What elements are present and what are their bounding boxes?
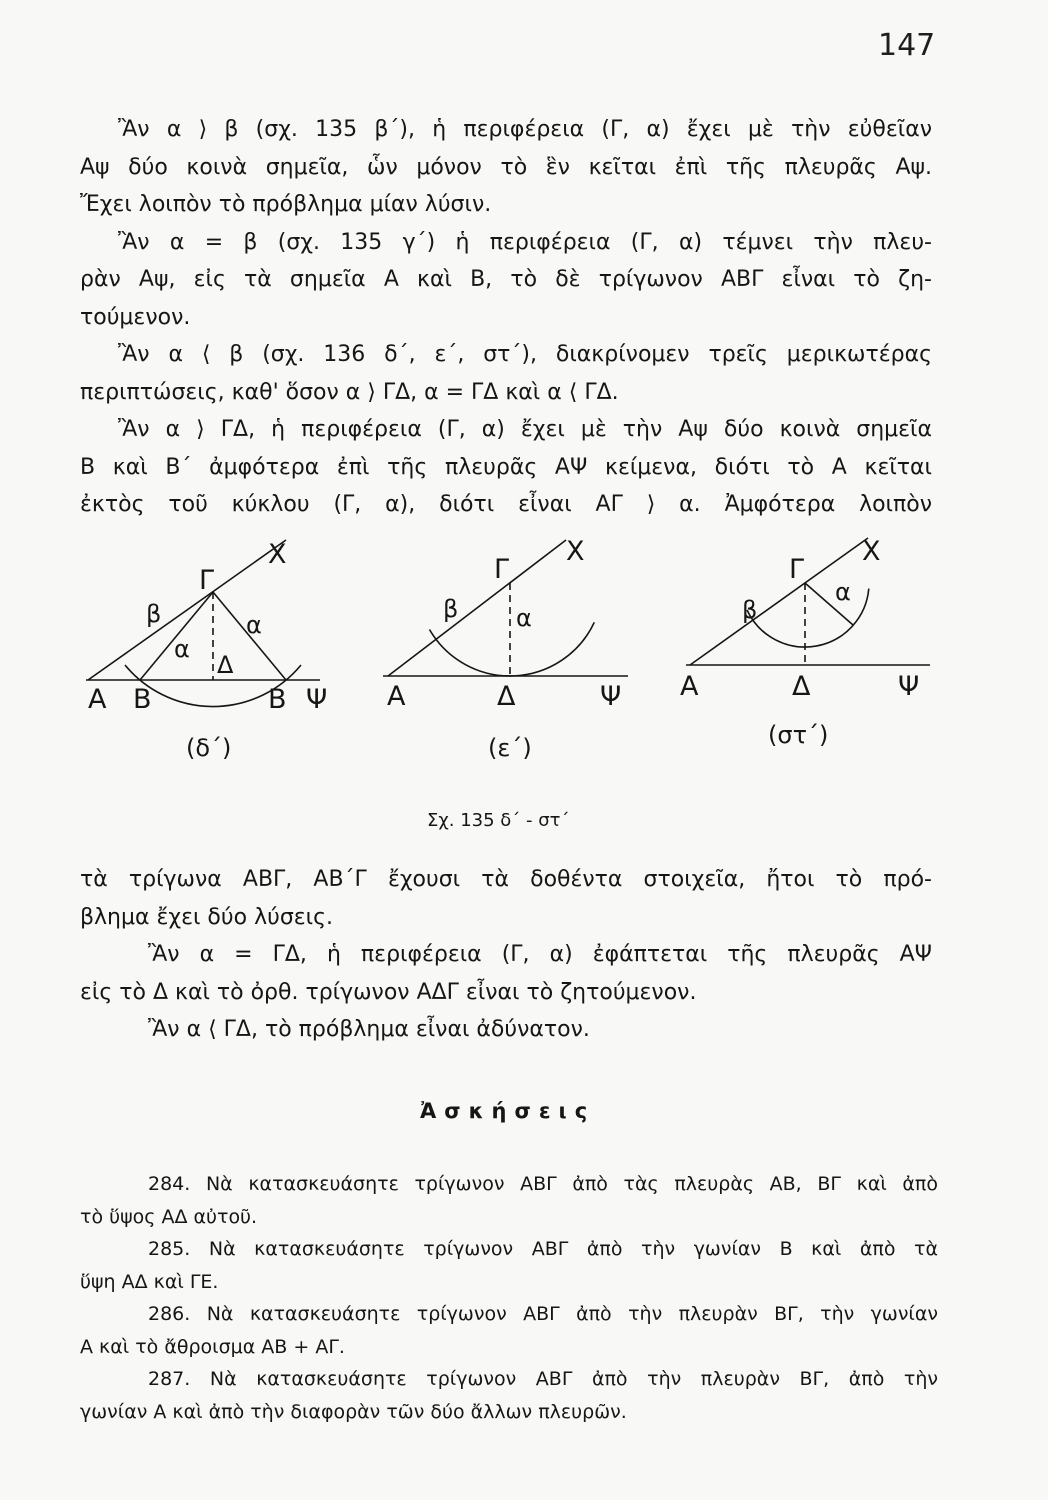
exercise-text: Α καὶ τὸ ἄθροισμα ΑΒ + ΑΓ. xyxy=(80,1335,345,1358)
text-line: Ἂν α ⟩ β (σχ. 135 β΄), ἡ περιφέρεια (Γ, α) ἔχει μὲ τὴν εὐθεῖαν xyxy=(118,117,932,142)
fig-delta-label-x: Χ xyxy=(268,539,287,570)
exercise-286-line xyxy=(80,1298,938,1331)
exercise-284-line xyxy=(80,1168,938,1201)
exercise-number: 284. xyxy=(148,1173,191,1195)
text-line: Ἔχει λοιπὸν τὸ πρόβλημα μίαν λύσιν. xyxy=(80,192,492,217)
fig-delta-label-a: Α xyxy=(88,684,107,715)
fig-stigma-caption: (στ΄) xyxy=(768,721,829,749)
fig-delta-label-delta: Δ xyxy=(217,651,234,679)
fig-stigma-label-beta: β xyxy=(742,596,758,624)
text-line: Β καὶ Β΄ ἀμφότερα ἐπὶ τῆς πλευρᾶς ΑΨ κείμενα, διότι τὸ Α κεῖται xyxy=(80,454,932,480)
text-line: Ἂν α ⟨ ΓΔ, τὸ πρόβλημα εἶναι ἀδύνατον. xyxy=(148,1017,590,1042)
fig-stigma-label-gamma: Γ xyxy=(789,554,805,585)
fig-stigma-label-x: Χ xyxy=(862,536,881,567)
figure-delta xyxy=(86,539,327,762)
text-line: ἐκτὸς τοῦ κύκλου (Γ, α), διότι εἶναι ΑΓ ⟩ α. Ἀμφότερα λοιπὸν xyxy=(80,492,932,517)
exercise-text: Νὰ κατασκευάσητε τρίγωνον ΑΒΓ ἀπὸ τὰς πλευρὰς ΑΒ, ΒΓ καὶ ἀπὸ xyxy=(205,1173,938,1195)
fig-stigma-label-a: Α xyxy=(680,671,699,702)
exercise-number: 287. xyxy=(148,1368,191,1390)
text-line: τὰ τρίγωνα ΑΒΓ, ΑΒ΄Γ ἔχουσι τὰ δοθέντα στοιχεῖα, ἤτοι τὸ πρό- xyxy=(80,867,932,892)
text-line: βλημα ἔχει δύο λύσεις. xyxy=(80,904,333,930)
body-text-top xyxy=(80,111,932,524)
fig-stigma-label-psi: Ψ xyxy=(898,671,920,702)
exercise-285-line xyxy=(80,1233,938,1266)
fig-epsilon-label-beta: β xyxy=(443,595,459,623)
fig-epsilon-caption: (ε΄) xyxy=(488,734,532,762)
fig-epsilon-label-alpha: α xyxy=(516,604,532,632)
exercise-text: τὸ ὕψος ΑΔ αὐτοῦ. xyxy=(80,1205,258,1228)
text-line: εἰς τὸ Δ καὶ τὸ ὀρθ. τρίγωνον ΑΔΓ εἶναι τὸ ζητούμενον. xyxy=(80,979,697,1005)
fig-epsilon-label-x: Χ xyxy=(566,536,585,567)
exercise-text: ὕψη ΑΔ καὶ ΓΕ. xyxy=(80,1270,219,1293)
figure-title: Σχ. 135 δ΄ - στ΄ xyxy=(427,810,570,831)
exercise-text: γωνίαν Α καὶ ἀπὸ τὴν διαφορὰν τῶν δύο ἄλλων πλευρῶν. xyxy=(80,1400,627,1423)
fig-delta-label-alpha-inner: α xyxy=(174,635,190,663)
text-line: Ἂν α = ΓΔ, ἡ περιφέρεια (Γ, α) ἐφάπτεται τῆς πλευρᾶς ΑΨ xyxy=(148,942,932,967)
fig-delta-caption: (δ΄) xyxy=(186,734,232,762)
fig-delta-label-alpha-right: α xyxy=(246,611,262,639)
body-text-bottom xyxy=(80,861,932,1049)
text-line: ρὰν Αψ, εἰς τὰ σημεῖα Α καὶ Β, τὸ δὲ τρίγωνον ΑΒΓ εἶναι τὸ ζη- xyxy=(80,267,932,292)
fig-delta-label-b: Β xyxy=(133,684,152,715)
exercise-text: Νὰ κατασκευάσητε τρίγωνον ΑΒΓ ἀπὸ τὴν πλευρὰν ΒΓ, τὴν γωνίαν xyxy=(206,1303,938,1325)
fig-stigma-label-delta: Δ xyxy=(792,671,811,702)
text-line: περιπτώσεις, καθ' ὅσον α ⟩ ΓΔ, α = ΓΔ καὶ α ⟨ ΓΔ. xyxy=(80,379,619,405)
fig-epsilon-label-a: Α xyxy=(387,681,406,712)
text-line: Ἂν α ⟩ ΓΔ, ἡ περιφέρεια (Γ, α) ἔχει μὲ τὴν Αψ δύο κοινὰ σημεῖα xyxy=(118,417,932,442)
exercise-text: Νὰ κατασκευάσητε τρίγωνον ΑΒΓ ἀπὸ τὴν πλευρὰν ΒΓ, ἀπὸ τὴν xyxy=(209,1368,938,1390)
exercises-heading: Ἀσκήσεις xyxy=(420,1099,596,1123)
figure-epsilon xyxy=(383,536,628,762)
fig-delta-label-beta: β xyxy=(146,600,162,628)
text-line: Ἂν α ⟨ β (σχ. 136 δ΄, ε΄, στ΄), διακρίνομεν τρεῖς μερικωτέρας xyxy=(118,342,932,367)
text-line: Ἂν α = β (σχ. 135 γ΄) ἡ περιφέρεια (Γ, α) τέμνει τὴν πλευ- xyxy=(118,229,932,255)
figure-stigma xyxy=(680,536,930,749)
fig-delta-label-psi: Ψ xyxy=(306,684,328,715)
fig-epsilon-label-psi: Ψ xyxy=(600,681,622,712)
fig-epsilon-ray-ax xyxy=(388,540,566,676)
exercise-text: Νὰ κατασκευάσητε τρίγωνον ΑΒΓ ἀπὸ τὴν γωνίαν Β καὶ ἀπὸ τὰ xyxy=(208,1238,938,1260)
fig-epsilon-label-delta: Δ xyxy=(497,681,516,712)
page-number: 147 xyxy=(878,28,936,63)
fig-stigma-label-alpha: α xyxy=(835,578,851,606)
exercise-287-line xyxy=(80,1363,938,1396)
fig-epsilon-arc xyxy=(430,622,595,676)
exercises-list xyxy=(80,1168,938,1428)
fig-delta-label-b-prime: Β xyxy=(268,684,287,715)
fig-delta-label-gamma: Γ xyxy=(199,565,215,596)
text-line: τούμενον. xyxy=(80,304,191,330)
geometry-figures xyxy=(0,520,1048,790)
exercise-number: 285. xyxy=(148,1238,191,1260)
text-line: Αψ δύο κοινὰ σημεῖα, ὧν μόνον τὸ ἓν κεῖται ἐπὶ τῆς πλευρᾶς Αψ. xyxy=(80,154,932,180)
exercise-number: 286. xyxy=(148,1303,191,1325)
fig-epsilon-label-gamma: Γ xyxy=(494,554,510,585)
